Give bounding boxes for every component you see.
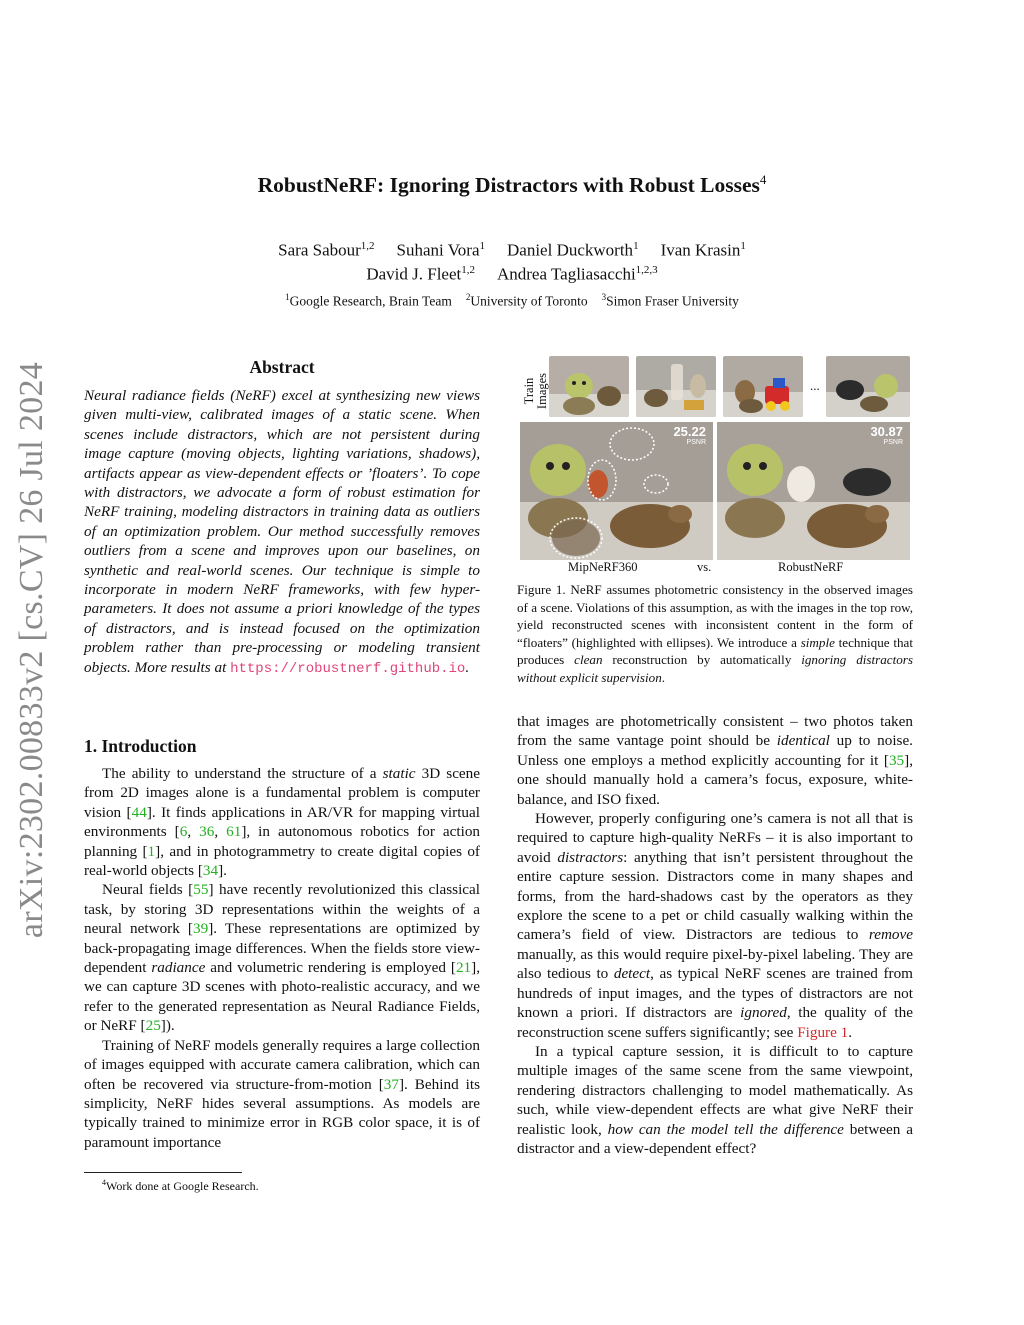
text-run: Figure 1. NeRF assumes photometric consistency in the observed images of a scene. Violations of this assumption, as with the images in the top row, yield reconstructed scenes with inconsistent content in the form of “floaters” (highlighted with ellipses). We introduce a [517,582,913,650]
abstract-text: Neural radiance fields (NeRF) excel at synthesizing new views given multi-view, calibrated images of a static scene. When scenes include distractors, which are not persistent during image capture (moving objects, lighting variations, shadows), artifacts appear as view-dependent effects or ’floaters’. To cope with distractors, we advocate a form of robust estimation for NeRF training, modeling distractors in training data as outliers of an optimization problem. Our method successfully removes outliers from a scene and improves upon our baselines, on synthetic and real-world scenes. Our technique is simple to incorporate in modern NeRF frameworks, with few hyper-parameters. It does not assume a priori knowledge of the types of distractors, and is instead focused on the optimization problem rather than pre-processing or modeling transient objects. More results at [84,387,480,676]
emphasis-text: remove [868,926,913,944]
emphasis-text: identical [776,732,830,750]
author-affiliation-mark: 1 [633,240,639,252]
text-run: manually, as this would require pixel-by-pixel labeling. They are also tedious to [517,945,913,983]
author-name: Suhani Vora [396,240,480,260]
affiliation-name: University of Toronto [470,293,588,309]
author-affiliation-mark: 1 [479,240,485,252]
robustnerf-psnr [843,424,903,446]
text-run: Training of NeRF models generally requires a large collection of images equipped with accurate camera calibration, which can often be recovered via structure-from-motion [ [84,1036,480,1093]
text-run: up to noise. Unless one employs a method explicitly accounting for it [ [517,732,913,769]
text-run: . [661,669,666,685]
abstract-tail: . [465,658,470,676]
text-run: 3D scene from 2D images alone is a fundamental problem is computer vision [ [84,765,481,821]
affiliations [0,292,1024,310]
right-paragraph-2 [517,1042,913,1158]
figure-reference-link[interactable]: Figure 1 [797,1023,849,1041]
project-url-link[interactable]: https://robustnerf.github.io [230,660,466,677]
text-run: . [848,1023,853,1041]
affiliation-mark: 1 [285,292,290,302]
more-images-ellipsis: ... [810,378,820,393]
text-run: ]. It finds applications in AR/VR for mapping virtual environments [ [84,803,480,841]
emphasis-text: simple [800,634,835,650]
citation-link[interactable]: 39 [193,920,209,938]
emphasis-text: distractors [557,848,624,866]
emphasis-text: how can the model tell the difference [607,1120,844,1138]
mipnerf360-psnr-value: 25.22 [673,424,706,439]
mipnerf360-psnr-unit: PSNR [686,439,706,446]
train-image-thumb-3 [723,356,803,417]
train-image-thumb-4 [826,356,910,417]
emphasis-text: ignored [740,1004,787,1022]
author-name: Ivan Krasin [660,240,741,260]
author-name: David J. Fleet [366,264,462,284]
citation-link[interactable]: 37 [383,1075,399,1093]
footnote [102,1178,259,1194]
intro-paragraph-3 [84,1036,480,1152]
text-run: , [187,823,200,841]
right-column-body [517,712,913,1158]
train-image-thumb-1 [549,356,629,417]
author-affiliation-mark: 1,2 [461,264,475,276]
affiliation-mark: 2 [465,292,471,302]
right-paragraph-1 [517,809,913,1042]
text-run: In a typical capture session, it is difficult to to capture multiple images of the same scene from the same viewpoint, rendering distractors challenging to model mathematically. As such, while view-dependent effects are what give NeRF their realistic look, [517,1042,913,1138]
label-mipnerf360: MipNeRF360 [568,560,638,574]
authors-line-1 [0,240,1024,261]
text-run: ], and in photogrammetry to create digital copies of real-world objects [ [84,842,480,880]
affiliation-name: Simon Fraser University [606,293,739,309]
citation-link[interactable]: 6 [179,823,188,841]
text-run: that images are photometrically consistent – two photos taken from the same vantage point should be [517,713,913,750]
figure-1-caption [517,581,913,686]
author-affiliation-mark: 1,2 [360,240,375,252]
citation-link[interactable]: 34 [202,862,219,880]
text-run: ]. Behind its simplicity, NeRF hides several assumptions. As models are typically trained to minimize error in RGB color space, it is of paramount importance [84,1075,481,1151]
affiliation-name: Google Research, Brain Team [289,293,452,309]
paper-title [0,172,1024,198]
footnote-mark: 4 [102,1178,106,1187]
abstract-body [84,386,480,679]
label-robustnerf: RobustNeRF [778,560,844,574]
text-run: ], in autonomous robotics for action planning [ [84,823,481,860]
author-affiliation-mark: 1 [740,240,746,252]
text-run: ] have recently revolutionized this classical task, by storing 3D representations within the weights of a neural network [ [84,881,480,938]
text-run: technique that produces [517,634,913,667]
author-name: Sara Sabour [278,240,361,260]
text-run: : anything that isn’t persistent throughout the entire capture session. Distractors come in many shapes and forms, from the hard-shadows cast by the operators as they explore the scene to a pet or child casually walking within the camera’s field of view. Distractors are tedious to [517,848,913,944]
citation-link[interactable]: 55 [193,881,209,899]
citation-link[interactable]: 44 [131,803,147,821]
footnote-rule [84,1172,242,1173]
mipnerf360-psnr [646,424,706,446]
citation-link[interactable]: 21 [455,959,472,977]
text-run: reconstruction by automatically [602,652,802,667]
footnote-text: Work done at Google Research. [106,1179,259,1193]
intro-paragraph-1 [84,764,480,880]
affiliation-mark: 3 [601,292,607,302]
text-run: ]. These representations are optimized by back-propagating image differences. When the fields store view-dependent [84,920,480,977]
text-run: However, properly configuring one’s camera is not all that is required to capture high-quality NeRFs – it is also important to avoid [517,810,913,866]
author-name: Andrea Tagliasacchi [496,264,636,284]
emphasis-text: ignoring distractors without explicit supervision [517,652,913,685]
text-run: between a distractor and a view-dependent effect? [517,1120,913,1157]
text-run: , the quality of the reconstruction scene suffers significantly; see [517,1004,913,1041]
title-text: RobustNeRF: Ignoring Distractors with Robust Losses [257,173,760,198]
citation-link[interactable]: 36 [199,823,215,841]
author-name: Daniel Duckworth [507,240,634,260]
emphasis-text: detect [613,965,651,983]
arxiv-stamp: arXiv:2302.00833v2 [cs.CV] 26 Jul 2024 [13,361,50,939]
title-footnote-mark: 4 [759,172,767,187]
text-run: , as typical NeRF scenes are trained from hundreds of input images, and the types of distractors are not known a priori. If distractors are [517,965,913,1022]
text-run: and volumetric rendering is employed [ [205,959,456,977]
robustnerf-psnr-unit: PSNR [883,439,903,446]
text-run: ]. [218,862,227,880]
intro-paragraph-2 [84,880,480,1035]
intro-heading: 1. Introduction [84,736,197,756]
text-run: ]). [160,1017,175,1035]
text-run: The ability to understand the structure of a [102,765,383,782]
text-run: ], one should manually hold a camera’s focus, exposure, white-balance, and ISO fixed. [517,751,913,808]
train-images-label [520,360,550,416]
right-paragraph-continuation [517,712,913,809]
robustnerf-psnr-value: 30.87 [870,424,903,439]
train-image-thumb-2 [636,356,716,417]
label-vs: vs. [697,560,712,574]
citation-link[interactable]: 35 [888,751,905,769]
text-run: ], we can capture 3D scenes with photo-realistic accuracy, and we refer to the generated representation as Neural Radiance Fields, or NeRF [ [84,959,480,1035]
emphasis-text: radiance [151,959,206,977]
author-affiliation-mark: 1,2,3 [635,264,658,276]
citation-link[interactable]: 61 [226,823,242,841]
emphasis-text: clean [574,652,603,667]
abstract-heading: Abstract [249,357,315,377]
text-run: , [214,823,227,841]
intro-body [84,764,480,1152]
citation-link[interactable]: 25 [145,1017,161,1035]
authors-line-2 [0,264,1024,285]
emphasis-text: static [382,765,416,782]
train-images-label-text: Train Images [522,372,549,410]
text-run: Neural fields [ [102,881,194,899]
citation-link[interactable]: 1 [147,842,156,860]
